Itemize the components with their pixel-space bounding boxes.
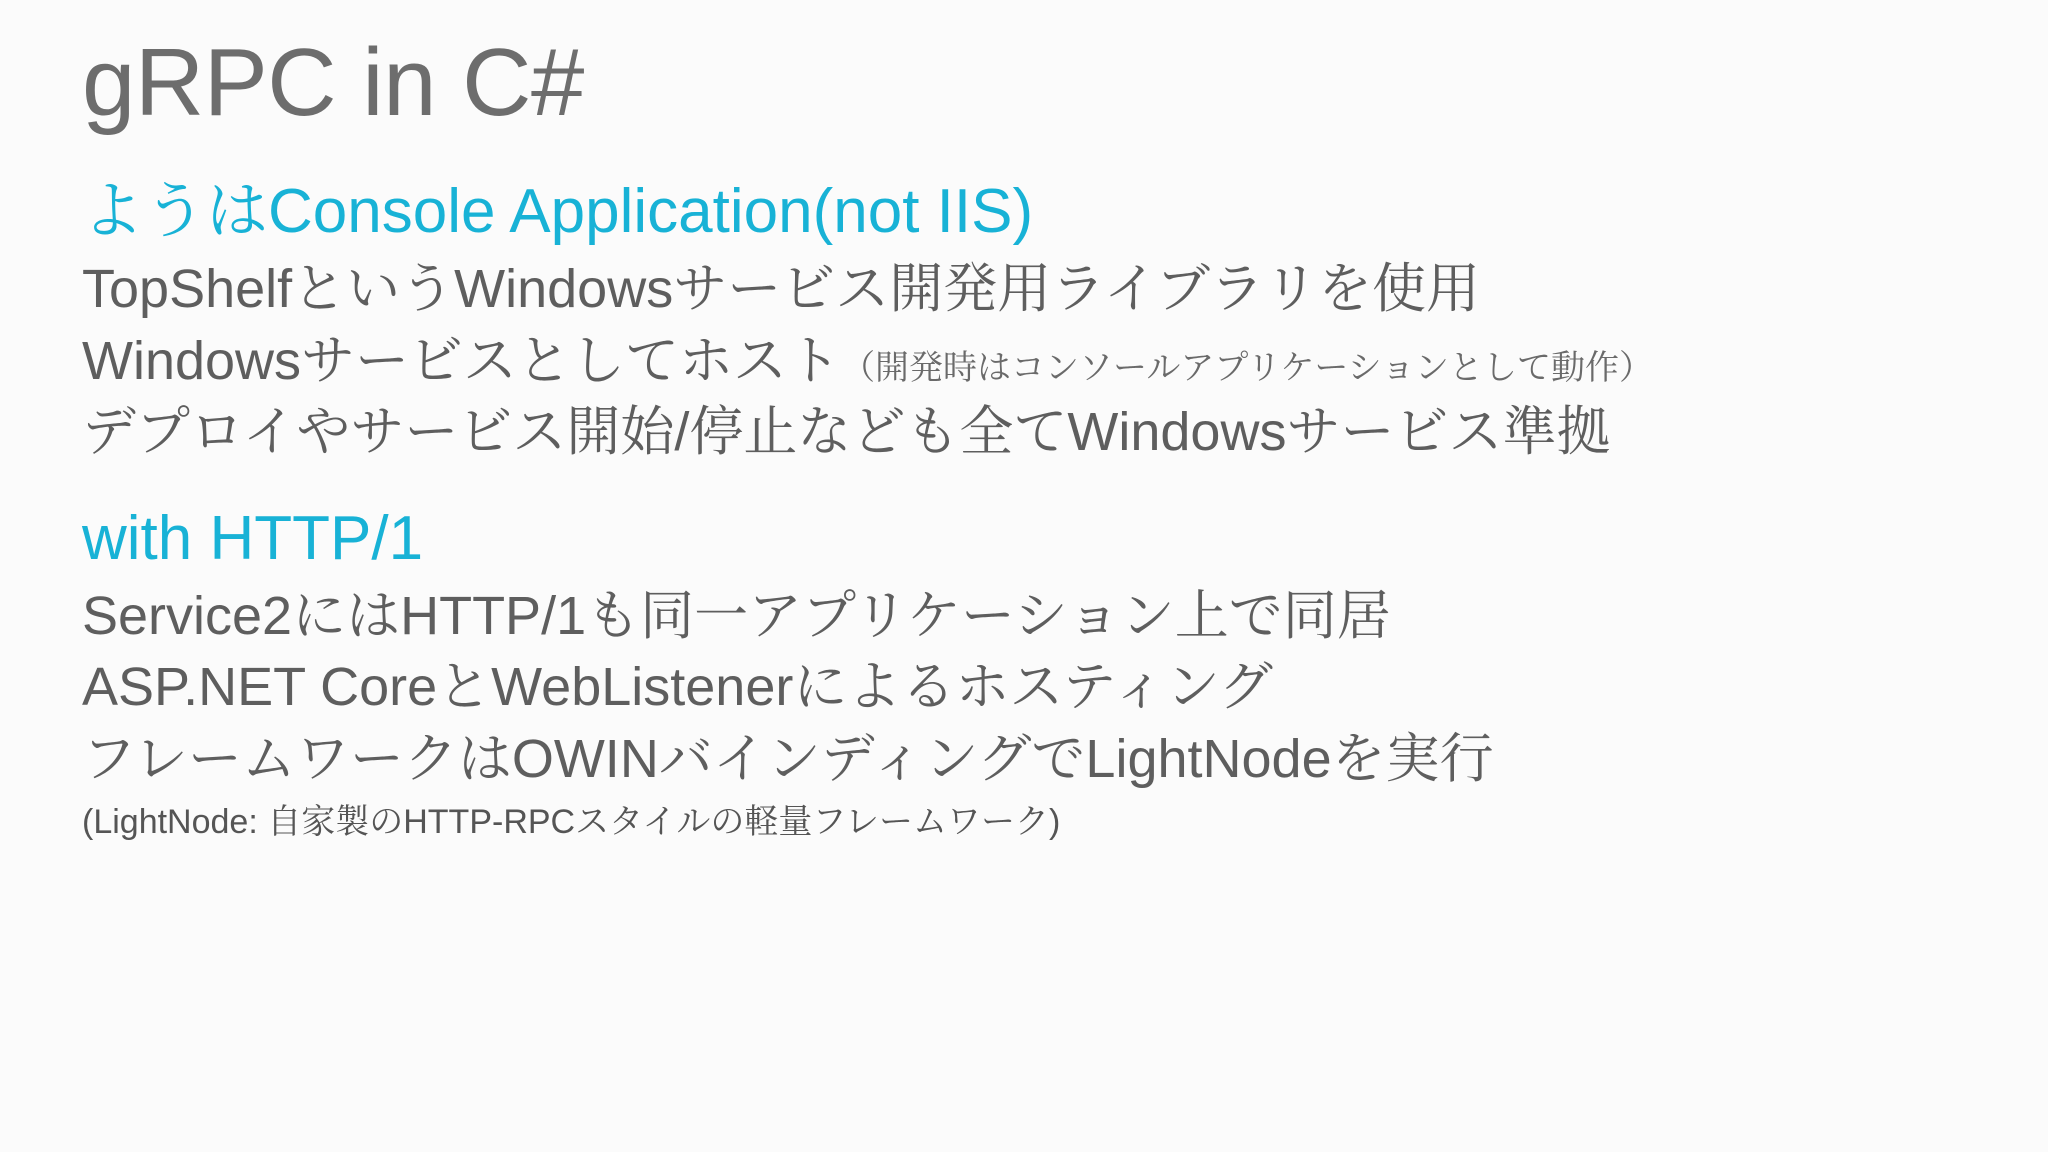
body-line-text: TopShelfというWindowsサービス開発用ライブラリを使用 — [82, 258, 1480, 319]
page-title: gRPC in C# — [82, 29, 584, 136]
body-line-text: デプロイやサービス開始/停止なども全てWindowsサービス準拠 — [82, 402, 1611, 463]
body-line — [82, 652, 1978, 724]
body-line — [82, 254, 1978, 326]
section-with-http1 — [82, 499, 1978, 846]
body-line — [82, 326, 1978, 398]
body-line — [82, 581, 1978, 653]
body-line-text: フレームワークはOWINバインディングでLightNodeを実行 — [82, 729, 1494, 790]
body-line — [82, 724, 1978, 796]
section-footnote: (LightNode: 自家製のHTTP-RPCスタイルの軽量フレームワーク) — [82, 802, 1061, 841]
body-line-text: Windowsサービスとしてホスト — [82, 330, 842, 391]
body-line — [82, 397, 1978, 469]
body-line-text: Service2にはHTTP/1も同一アプリケーション上で同居 — [82, 585, 1391, 646]
body-line-text: ASP.NET CoreとWebListenerによるホスティング — [82, 657, 1273, 718]
section-console-application — [82, 172, 1978, 469]
section-heading: ようはConsole Application(not IIS) — [82, 177, 1034, 247]
section-heading: with HTTP/1 — [82, 504, 424, 574]
body-line-note: （開発時はコンソールアプリケーションとして動作） — [841, 348, 1653, 387]
